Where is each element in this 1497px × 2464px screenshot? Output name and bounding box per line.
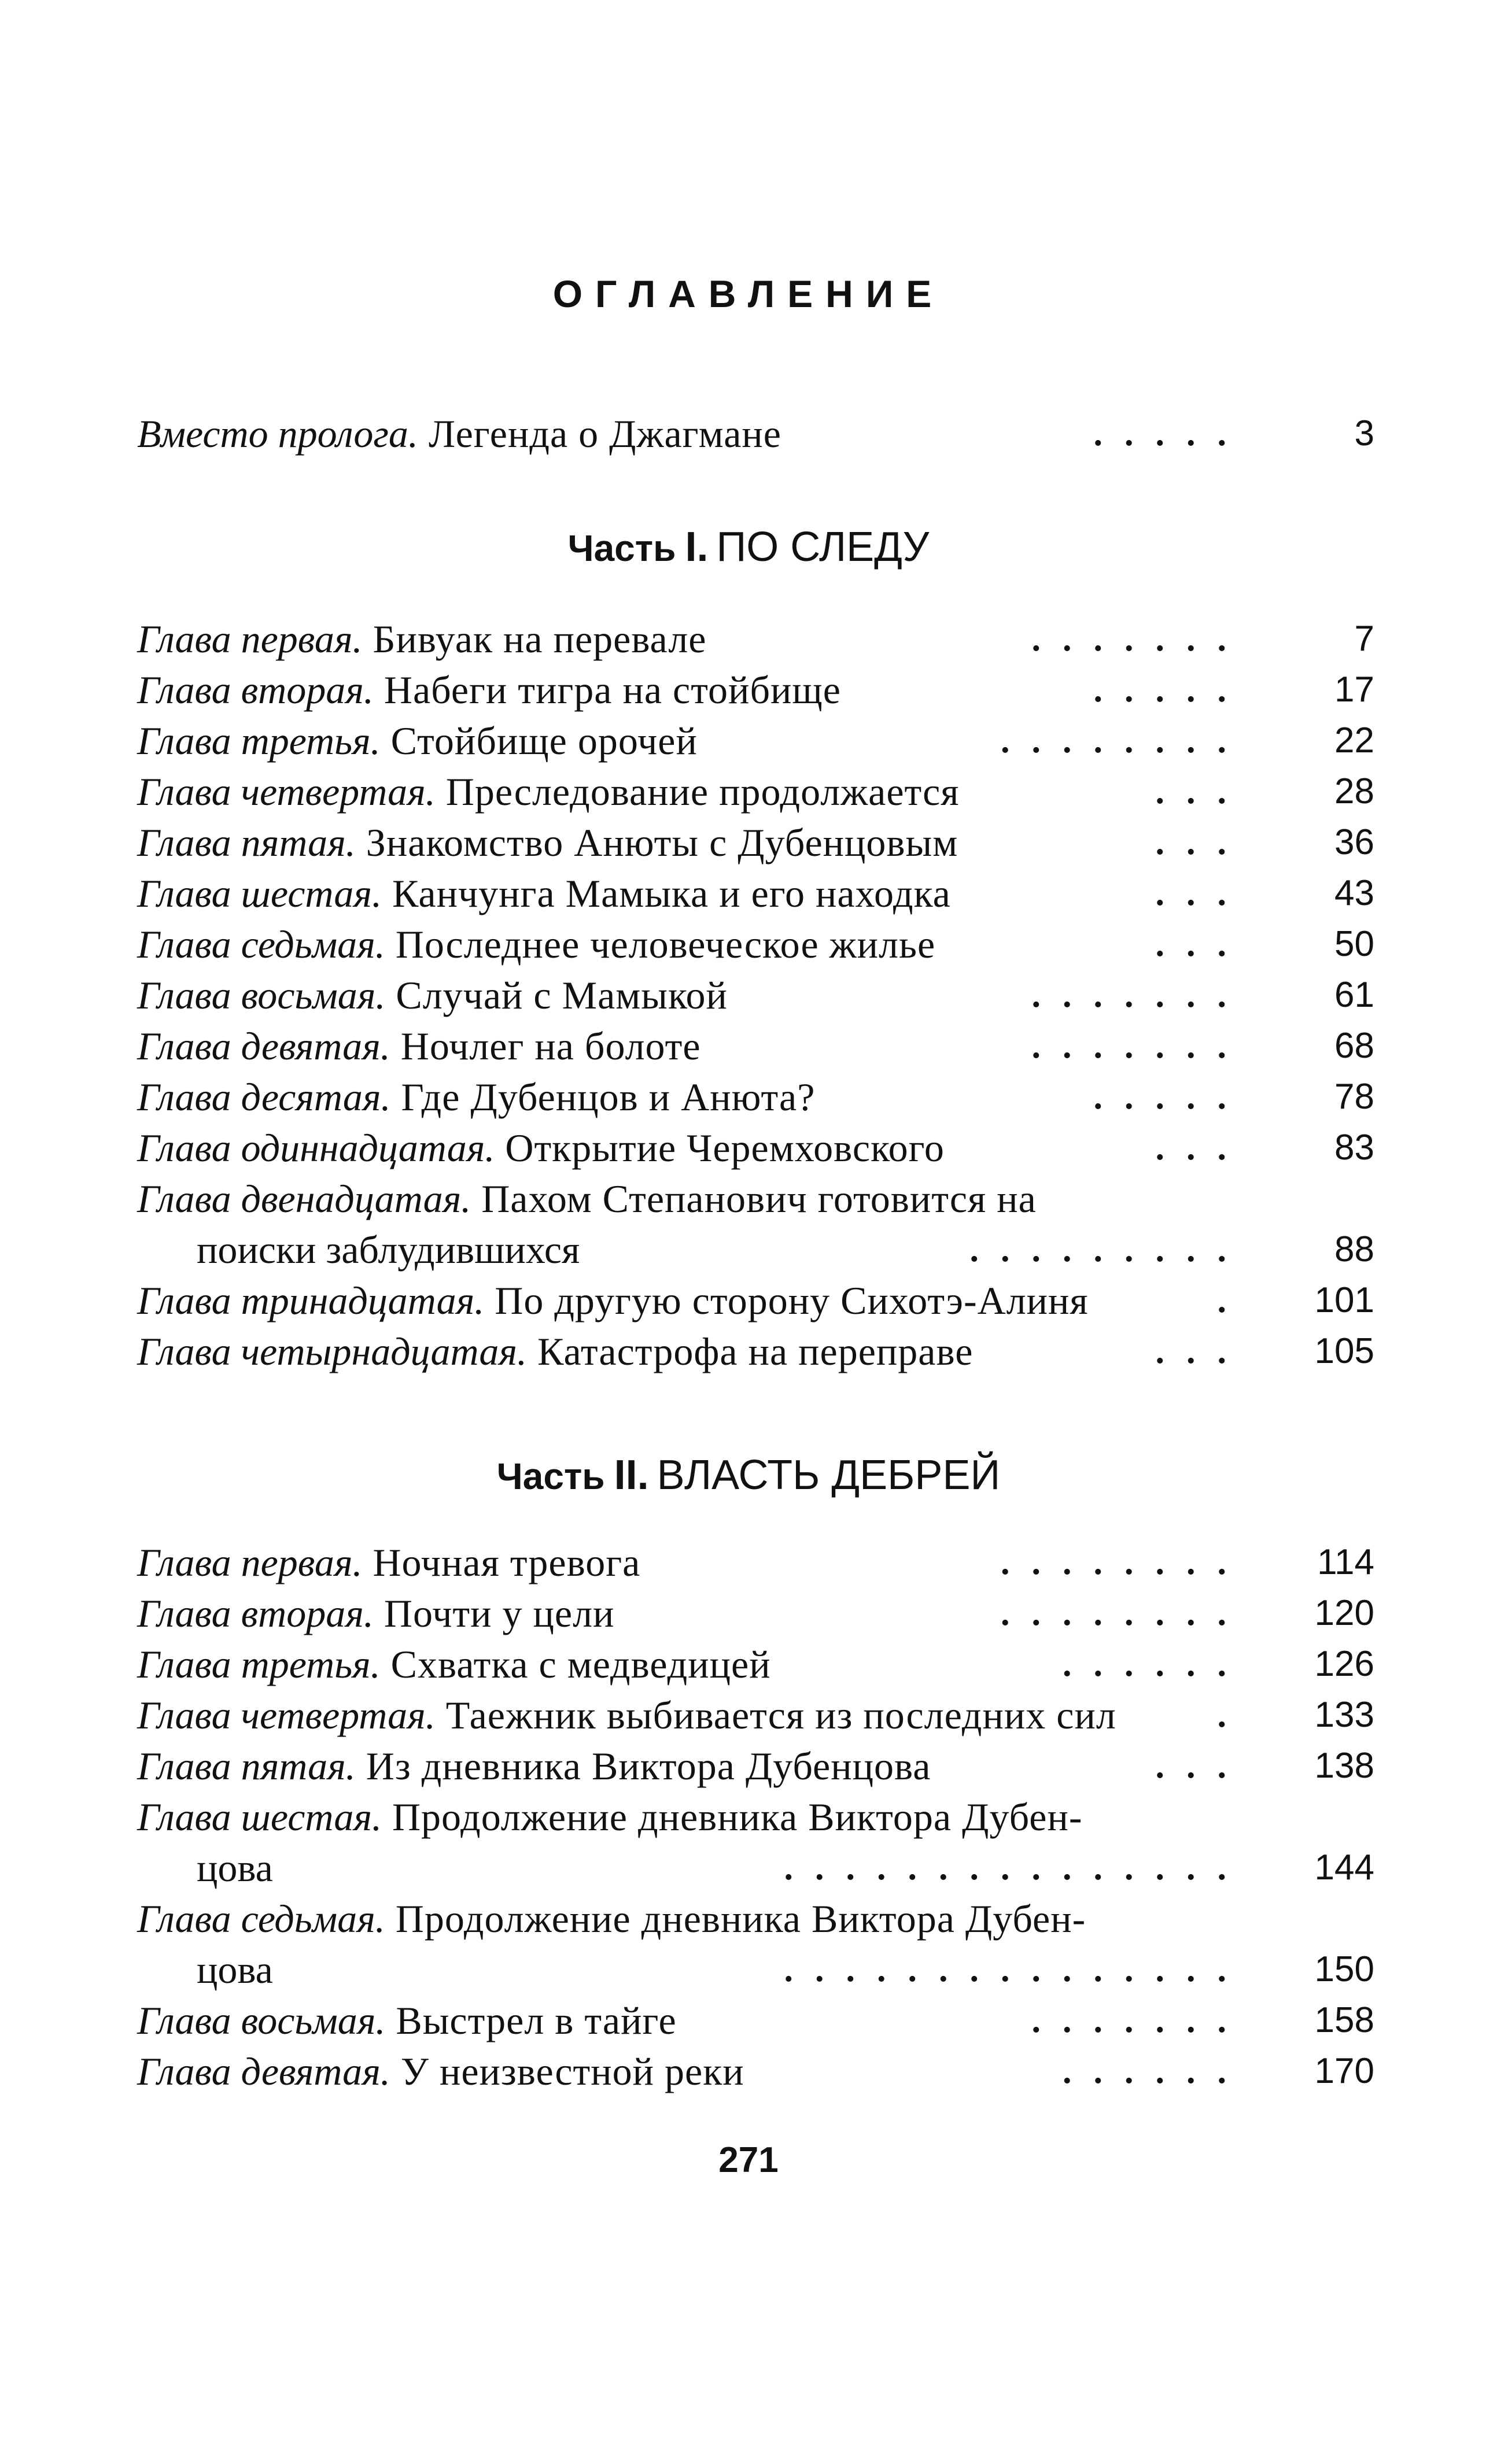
part-number: I. xyxy=(685,524,709,570)
entry-label-text: Последнее человеческое жилье xyxy=(385,922,936,966)
page-number: 271 xyxy=(718,2140,779,2180)
toc-entry-prologue xyxy=(0,408,1497,460)
part-word: Часть xyxy=(496,1456,605,1497)
entry-label xyxy=(137,1325,973,1377)
toc-entry xyxy=(0,1689,1497,1741)
entry-page-number: 61 xyxy=(1334,975,1374,1015)
leader-dots: ....... xyxy=(1031,976,1248,1015)
toc-entry xyxy=(0,664,1497,716)
toc-entry xyxy=(0,1173,1497,1225)
entry-label-italic: Глава первая. xyxy=(137,617,363,661)
entry-label-text: Продолжение дневника Виктора Дубен- xyxy=(385,1897,1086,1941)
entry-label-italic: Глава третья. xyxy=(137,1642,381,1686)
entry-label xyxy=(137,408,781,460)
entry-label-text: Ночлег на болоте xyxy=(390,1024,701,1068)
entry-page-number: 133 xyxy=(1314,1695,1374,1735)
entry-page-number: 68 xyxy=(1334,1026,1374,1066)
entry-label-text: Пахом Степанович готовится на xyxy=(471,1177,1037,1221)
entry-label-italic: Глава одиннадцатая. xyxy=(137,1126,495,1170)
toc-entry-continuation xyxy=(0,1842,1497,1894)
entry-label-italic: Глава десятая. xyxy=(137,1075,391,1119)
entry-label-italic: Глава тринадцатая. xyxy=(137,1279,485,1322)
part-name: ПО СЛЕДУ xyxy=(716,524,930,570)
entry-label-text: Таежник выбивается из последних сил xyxy=(435,1693,1116,1737)
leader-dots: ....... xyxy=(1031,2001,1248,2040)
leader-dots: ......... xyxy=(969,1230,1248,1269)
leader-dots: ...... xyxy=(1063,1645,1248,1684)
leader-dots: ....... xyxy=(1031,1026,1248,1066)
entry-label-italic: Глава четырнадцатая. xyxy=(137,1329,527,1373)
toc-entry xyxy=(0,1791,1497,1843)
leader-dots: ............... xyxy=(784,1950,1248,1989)
entry-page-number: 114 xyxy=(1317,1542,1374,1582)
entry-page-number: 83 xyxy=(1334,1128,1374,1168)
entry-label-text: Открытие Черемховского xyxy=(495,1126,945,1170)
entry-label-text: Стойбище орочей xyxy=(380,719,698,763)
entry-label-text: По другую сторону Сихотэ-Алиня xyxy=(484,1279,1089,1322)
entry-label-text: Случай с Мамыкой xyxy=(385,973,728,1017)
entry-label xyxy=(137,1994,677,2046)
leader-dots: ... xyxy=(1155,1128,1248,1168)
entry-label xyxy=(137,715,698,767)
leader-dots: ... xyxy=(1155,874,1248,913)
toc-entry xyxy=(0,918,1497,970)
leader-dots: ..... xyxy=(1093,670,1248,710)
entry-label-text: Выстрел в тайге xyxy=(385,1998,677,2042)
entry-label-text: Легенда о Джагмане xyxy=(418,412,781,456)
entry-label-text: Бивуак на перевале xyxy=(362,617,707,661)
entry-label-continuation: цова xyxy=(197,1846,273,1890)
toc-entry xyxy=(0,613,1497,665)
entry-label-text: У неизвестной реки xyxy=(390,2049,744,2093)
part-heading-1 xyxy=(0,523,1497,571)
entry-label xyxy=(137,969,728,1021)
entry-label-text: Набеги тигра на стойбище xyxy=(373,668,841,712)
entry-page-number: 50 xyxy=(1334,924,1374,964)
entry-label-text: Знакомство Анюты с Дубенцовым xyxy=(355,821,958,865)
leader-dots: . xyxy=(1217,1695,1248,1735)
entry-label-italic: Глава первая. xyxy=(137,1541,363,1584)
toc-entry xyxy=(0,817,1497,869)
entry-label-text: Преследование продолжается xyxy=(435,770,960,814)
toc-entry xyxy=(0,2045,1497,2097)
entry-label-italic: Глава вторая. xyxy=(137,1591,374,1635)
entry-label-text: Катастрофа на переправе xyxy=(527,1329,974,1373)
toc-entry xyxy=(0,1071,1497,1123)
toc-entry xyxy=(0,1122,1497,1174)
entry-page-number: 78 xyxy=(1334,1077,1374,1117)
part-name: ВЛАСТЬ ДЕБРЕЙ xyxy=(657,1452,1001,1498)
entry-label xyxy=(137,867,951,919)
toc-entry xyxy=(0,1325,1497,1377)
entry-label-text: Из дневника Виктора Дубенцова xyxy=(355,1744,931,1788)
entry-label-italic: Глава двенадцатая. xyxy=(137,1177,471,1221)
page-title: ОГЛАВЛЕНИЕ xyxy=(552,272,945,315)
leader-dots: ..... xyxy=(1093,1077,1248,1117)
entry-label-text: Где Дубенцов и Анюта? xyxy=(390,1075,816,1119)
entry-label xyxy=(137,664,841,716)
entry-label-italic: Глава третья. xyxy=(137,719,381,763)
entry-label xyxy=(137,766,960,818)
entry-label-italic: Глава пятая. xyxy=(137,821,356,865)
entry-label-italic: Глава восьмая. xyxy=(137,1998,386,2042)
entry-page-number: 3 xyxy=(1354,413,1374,453)
leader-dots: . xyxy=(1217,1281,1248,1320)
toc-entry xyxy=(0,715,1497,767)
entry-label-text: Почти у цели xyxy=(373,1591,615,1635)
toc-entry xyxy=(0,1893,1497,1945)
leader-dots: ... xyxy=(1155,925,1248,964)
part-heading-2 xyxy=(0,1451,1497,1499)
leader-dots: ... xyxy=(1155,823,1248,862)
entry-page-number: 138 xyxy=(1314,1746,1374,1786)
entry-page-number: 170 xyxy=(1314,2051,1374,2091)
toc-entry xyxy=(0,766,1497,818)
entry-page-number: 126 xyxy=(1314,1644,1374,1684)
entry-label xyxy=(137,1536,640,1589)
entry-label-italic: Глава девятая. xyxy=(137,2049,390,2093)
entry-page-number: 105 xyxy=(1314,1331,1374,1371)
leader-dots: ... xyxy=(1155,1746,1248,1786)
entry-label-italic: Глава четвертая. xyxy=(137,770,436,814)
entry-label xyxy=(137,613,706,665)
entry-label xyxy=(137,1893,1086,1945)
entry-label-continuation: цова xyxy=(197,1948,273,1992)
entry-page-number: 36 xyxy=(1334,822,1374,862)
entry-label-italic: Глава четвертая. xyxy=(137,1693,436,1737)
leader-dots: ............... xyxy=(784,1848,1248,1887)
entry-label-italic: Глава вторая. xyxy=(137,668,374,712)
toc-entry xyxy=(0,867,1497,919)
entry-label xyxy=(137,1071,815,1123)
leader-dots: ... xyxy=(1155,772,1248,811)
toc-entry-continuation xyxy=(0,1944,1497,1996)
entry-label xyxy=(137,1587,614,1639)
leader-dots: ..... xyxy=(1093,414,1248,453)
leader-dots: ... xyxy=(1155,1332,1248,1371)
entry-label-text: Ночная тревога xyxy=(362,1541,641,1584)
toc-entry xyxy=(0,1994,1497,2046)
entry-label xyxy=(137,1173,1037,1225)
entry-label xyxy=(137,2045,744,2097)
toc-entry-continuation xyxy=(0,1224,1497,1276)
entry-label xyxy=(137,1791,1083,1843)
toc-entry xyxy=(0,1536,1497,1589)
leader-dots: ...... xyxy=(1063,2052,1248,2091)
leader-dots: ........ xyxy=(1001,1543,1248,1582)
entry-label-continuation: поиски заблудившихся xyxy=(197,1228,580,1272)
entry-page-number: 17 xyxy=(1334,670,1374,710)
leader-dots: ....... xyxy=(1031,619,1248,659)
part-word: Часть xyxy=(567,527,676,569)
entry-page-number: 158 xyxy=(1314,2000,1374,2040)
entry-page-number: 150 xyxy=(1314,1949,1374,1989)
entry-label-italic: Глава шестая. xyxy=(137,871,382,915)
entry-label-italic: Глава шестая. xyxy=(137,1795,382,1839)
entry-page-number: 43 xyxy=(1334,873,1374,913)
entry-label xyxy=(137,918,935,970)
entry-label-italic: Глава седьмая. xyxy=(137,1897,385,1941)
leader-dots: ........ xyxy=(1001,721,1248,760)
entry-page-number: 28 xyxy=(1334,771,1374,811)
entry-label xyxy=(137,817,958,869)
entry-page-number: 144 xyxy=(1314,1848,1374,1887)
entry-label xyxy=(137,1638,771,1690)
entry-label-italic: Глава пятая. xyxy=(137,1744,356,1788)
entry-label-italic: Вместо пролога. xyxy=(137,412,418,456)
entry-page-number: 120 xyxy=(1314,1593,1374,1633)
toc-entry xyxy=(0,1638,1497,1690)
toc-entry xyxy=(0,1275,1497,1327)
part-number: II. xyxy=(614,1452,649,1498)
toc-entry xyxy=(0,969,1497,1021)
entry-label-italic: Глава девятая. xyxy=(137,1024,390,1068)
leader-dots: ........ xyxy=(1001,1594,1248,1633)
entry-label xyxy=(137,1020,701,1072)
entry-page-number: 22 xyxy=(1334,721,1374,760)
entry-page-number: 7 xyxy=(1354,619,1374,659)
toc-entry xyxy=(0,1740,1497,1792)
toc-entry xyxy=(0,1587,1497,1639)
entry-label-italic: Глава седьмая. xyxy=(137,922,385,966)
entry-label-text: Схватка с медведицей xyxy=(380,1642,771,1686)
entry-page-number: 88 xyxy=(1334,1229,1374,1269)
entry-label xyxy=(137,1740,931,1792)
entry-label-italic: Глава восьмая. xyxy=(137,973,386,1017)
entry-label xyxy=(137,1689,1116,1741)
entry-label-text: Канчунга Мамыка и его находка xyxy=(381,871,951,915)
toc-entry xyxy=(0,1020,1497,1072)
entry-page-number: 101 xyxy=(1314,1280,1374,1320)
entry-label xyxy=(137,1122,945,1174)
entry-label xyxy=(137,1275,1089,1327)
entry-label-text: Продолжение дневника Виктора Дубен- xyxy=(381,1795,1083,1839)
